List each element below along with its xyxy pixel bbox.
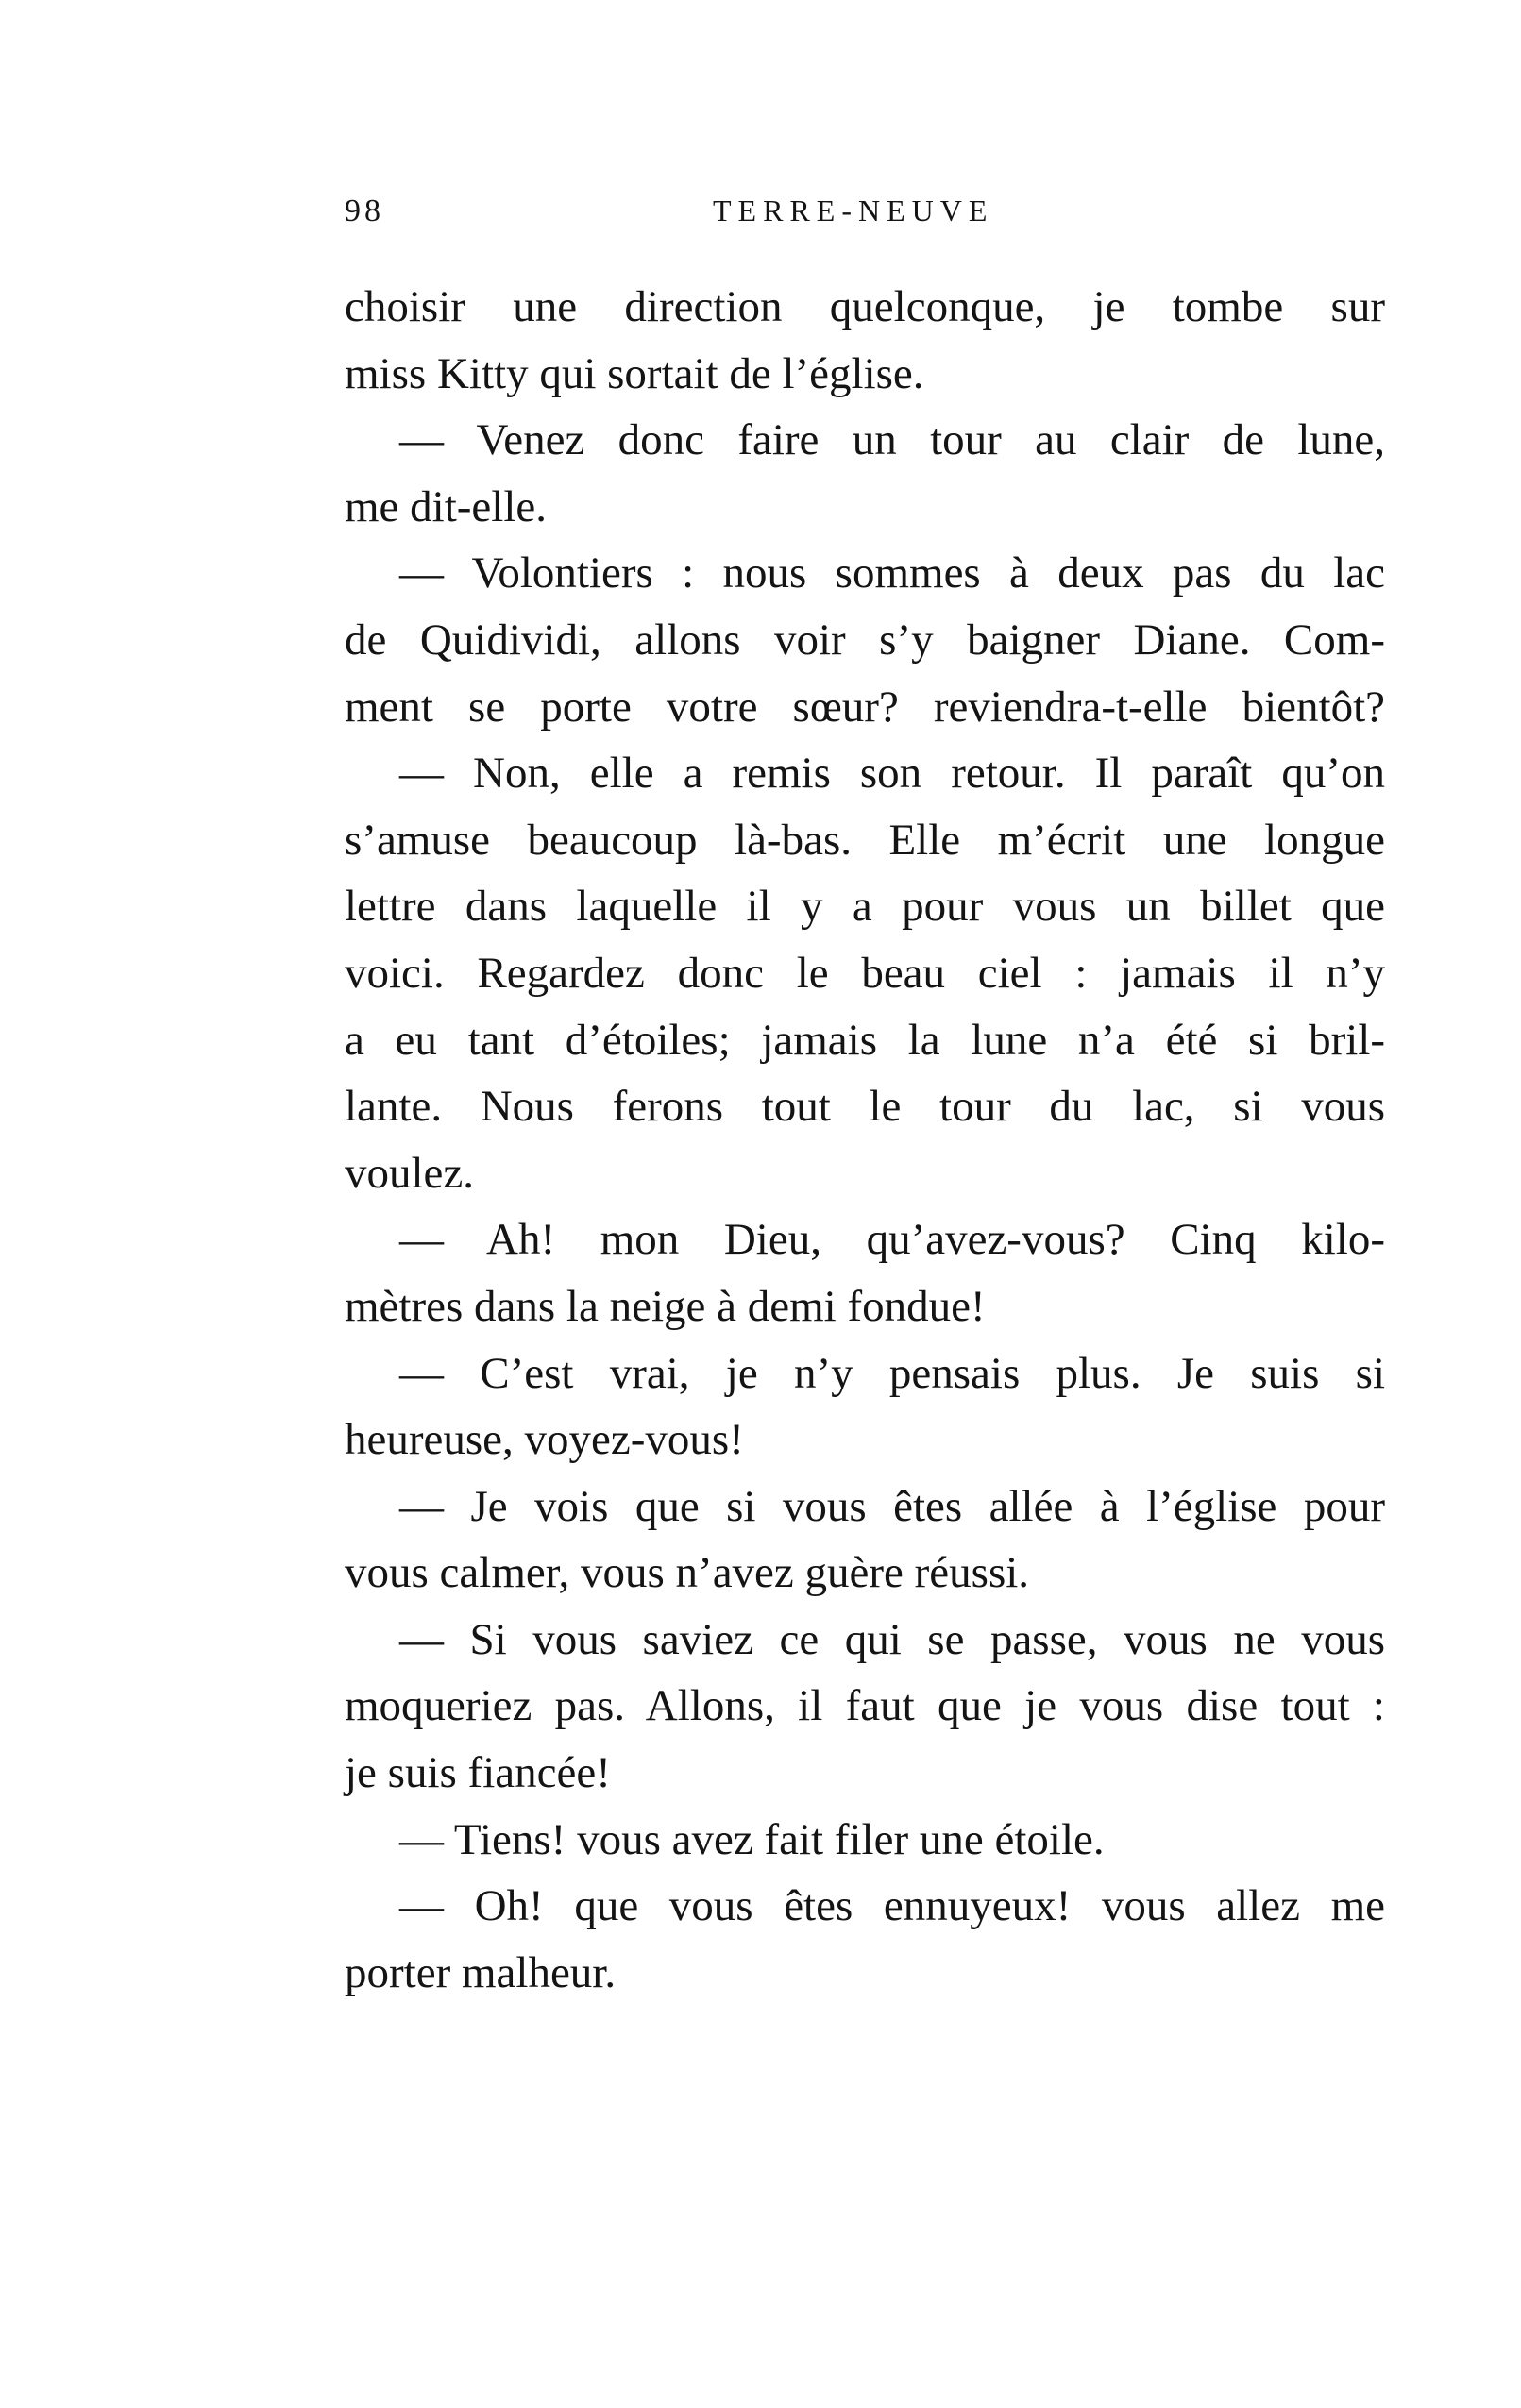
- text-line: s’amuse beaucoup là-bas. Elle m’écrit une longue: [345, 815, 1385, 865]
- text-line: je suis fiancée!: [345, 1748, 611, 1798]
- text-line: — Tiens! vous avez fait filer une étoile.: [399, 1814, 1105, 1864]
- text-line: — Je vois que si vous êtes allée à l’église pour: [399, 1481, 1385, 1531]
- page-header: [345, 194, 1383, 250]
- text-line: moqueriez pas. Allons, il faut que je vous dise tout :: [345, 1681, 1385, 1731]
- text-line: — Volontiers : nous sommes à deux pas du lac: [399, 548, 1385, 598]
- text-line: — Ah! mon Dieu, qu’avez-vous? Cinq kilo-: [399, 1215, 1385, 1265]
- text-line: vous calmer, vous n’avez guère réussi.: [345, 1548, 1030, 1598]
- text-line: ment se porte votre sœur? reviendra-t-elle bientôt?: [345, 682, 1385, 732]
- text-line: heureuse, voyez-vous!: [345, 1415, 744, 1465]
- text-line: — C’est vrai, je n’y pensais plus. Je suis si: [399, 1348, 1385, 1398]
- text-line: — Venez donc faire un tour au clair de lune,: [399, 415, 1385, 465]
- text-line: — Oh! que vous êtes ennuyeux! vous allez me: [399, 1881, 1385, 1931]
- text-line: lante. Nous ferons tout le tour du lac, si vous: [345, 1082, 1385, 1132]
- text-line: mètres dans la neige à demi fondue!: [345, 1281, 986, 1331]
- text-line: — Si vous saviez ce qui se passe, vous ne vous: [399, 1614, 1385, 1664]
- text-line: me dit-elle.: [345, 481, 548, 531]
- text-line: voulez.: [345, 1148, 475, 1198]
- text-line: voici. Regardez donc le beau ciel : jamais il n’y: [345, 948, 1385, 998]
- page-number: 98: [345, 194, 384, 228]
- text-line: choisir une direction quelconque, je tombe sur: [345, 282, 1385, 331]
- text-line: miss Kitty qui sortait de l’église.: [345, 348, 924, 398]
- text-line: a eu tant d’étoiles; jamais la lune n’a été si bril-: [345, 1015, 1385, 1065]
- running-title: TERRE-NEUVE: [713, 194, 994, 227]
- body-text: [345, 274, 1385, 2006]
- text-line: porter malheur.: [345, 1947, 617, 1997]
- text-line: de Quidividi, allons voir s’y baigner Diane. Com-: [345, 615, 1385, 665]
- text-line: — Non, elle a remis son retour. Il paraît qu’on: [399, 749, 1385, 799]
- text-line: lettre dans laquelle il y a pour vous un billet que: [345, 882, 1385, 932]
